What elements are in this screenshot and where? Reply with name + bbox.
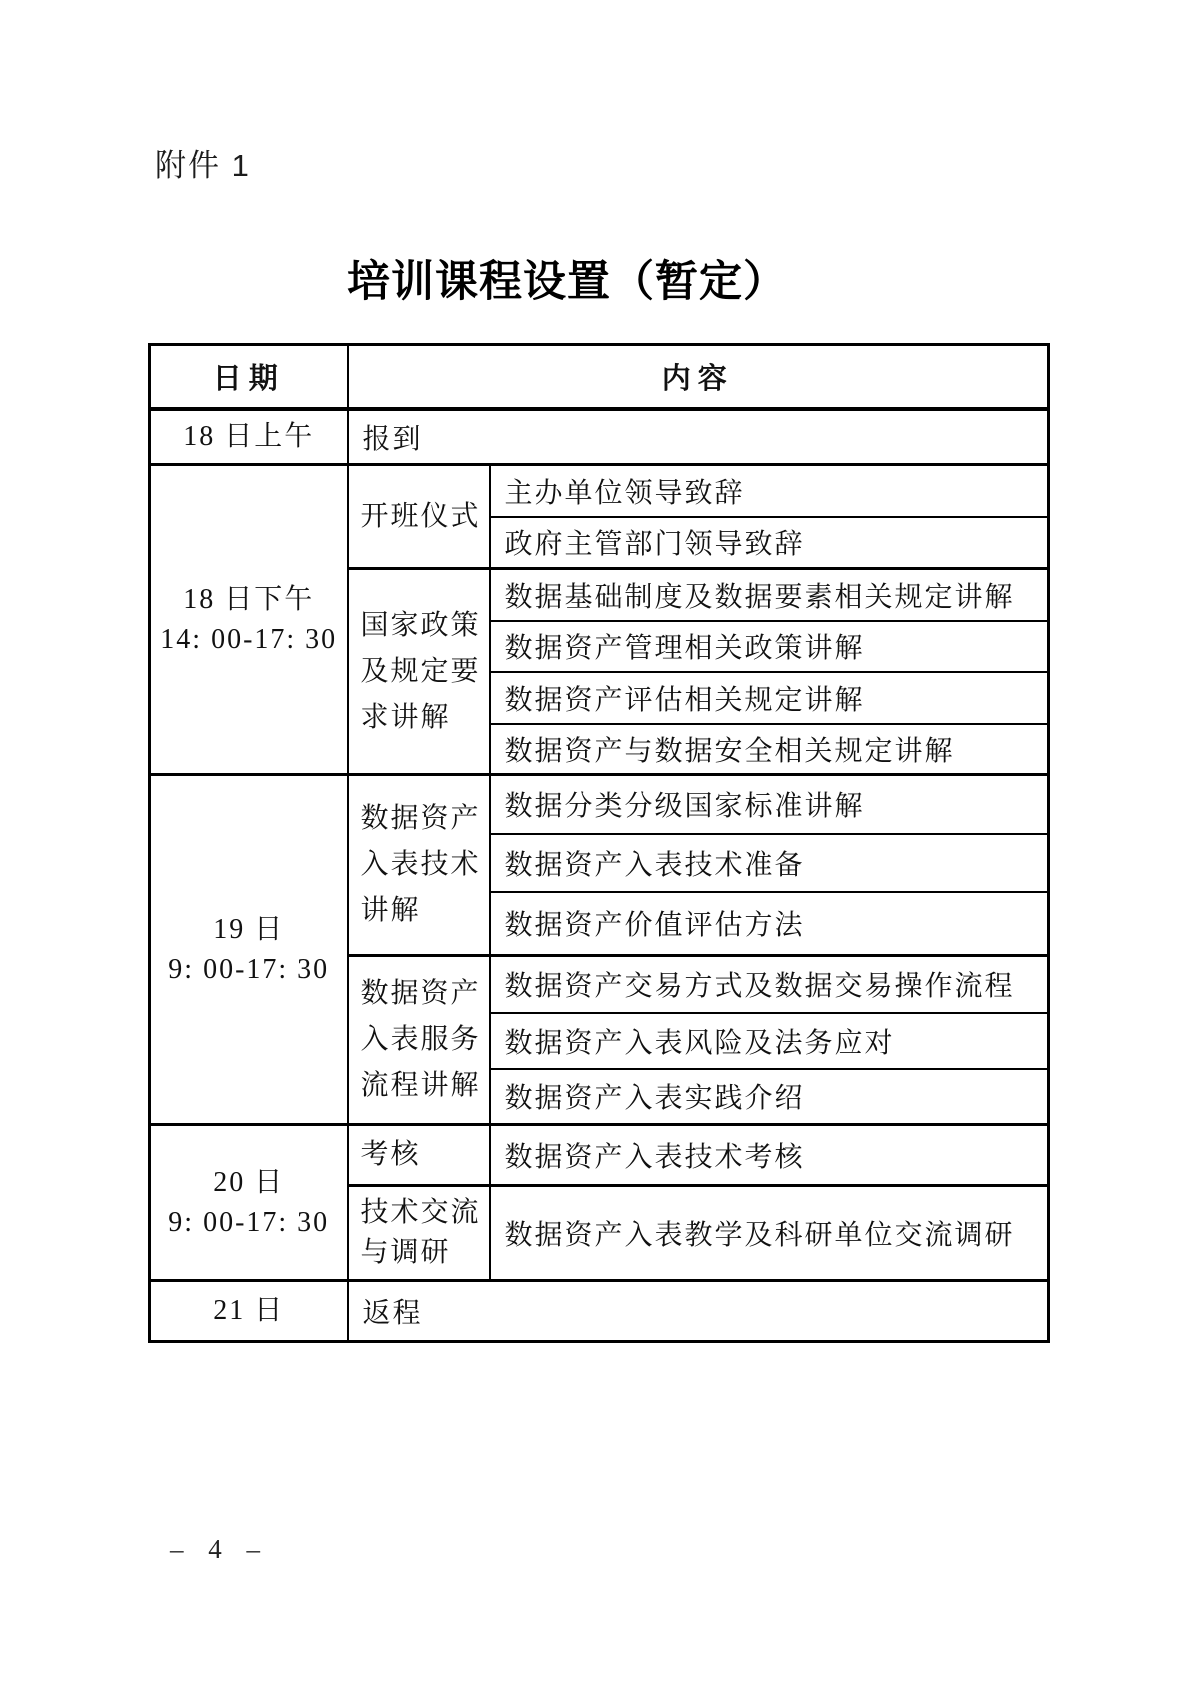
- content-cell: 数据资产入表技术准备: [490, 834, 1049, 892]
- date-line: 18 日下午: [183, 583, 315, 615]
- table-row: [150, 409, 1049, 465]
- page-number: – 4 –: [170, 1534, 269, 1564]
- date-line: 20 日: [213, 1166, 285, 1198]
- table-row: [150, 775, 1049, 834]
- content-cell: 数据资产入表风险及法务应对: [490, 1013, 1049, 1069]
- title-container: [0, 248, 1134, 309]
- merged-content-cell: 报到: [348, 409, 1049, 465]
- date-cell: 21 日: [150, 1281, 348, 1342]
- group-label-cell: 数据资产入表服务流程讲解: [348, 956, 490, 1125]
- group-label-cell: 开班仪式: [348, 465, 490, 569]
- date-cell: [150, 1125, 348, 1281]
- table-row: [150, 1281, 1049, 1342]
- date-line: 9: 00-17: 30: [168, 953, 330, 985]
- content-cell: 数据资产入表技术考核: [490, 1125, 1049, 1186]
- date-line: 19 日: [213, 913, 285, 945]
- merged-content-cell: 返程: [348, 1281, 1049, 1342]
- schedule-table: [148, 343, 1050, 1343]
- content-cell: 数据分类分级国家标准讲解: [490, 775, 1049, 834]
- page-title: 培训课程设置（暂定）: [347, 259, 787, 306]
- header-date-cell: 日期: [150, 345, 348, 409]
- content-cell: 数据资产管理相关政策讲解: [490, 621, 1049, 672]
- date-cell: [150, 465, 348, 775]
- content-cell: 数据基础制度及数据要素相关规定讲解: [490, 569, 1049, 621]
- content-cell: 数据资产交易方式及数据交易操作流程: [490, 956, 1049, 1013]
- group-label-cell: 数据资产入表技术讲解: [348, 775, 490, 956]
- group-label-cell: 考核: [348, 1125, 490, 1186]
- table-header-row: [150, 345, 1049, 409]
- header-content-cell: 内容: [348, 345, 1049, 409]
- content-cell: 政府主管部门领导致辞: [490, 517, 1049, 569]
- attachment-label: 附件 1: [155, 148, 251, 183]
- content-cell: 数据资产入表实践介绍: [490, 1069, 1049, 1125]
- content-cell: 数据资产与数据安全相关规定讲解: [490, 724, 1049, 775]
- content-cell: 数据资产入表教学及科研单位交流调研: [490, 1186, 1049, 1281]
- table-row: [150, 1125, 1049, 1186]
- content-cell: 数据资产评估相关规定讲解: [490, 672, 1049, 724]
- group-label-cell: 技术交流与调研: [348, 1186, 490, 1281]
- date-cell: 18 日上午: [150, 409, 348, 465]
- content-cell: 数据资产价值评估方法: [490, 892, 1049, 956]
- date-line: 9: 00-17: 30: [168, 1206, 330, 1238]
- table-row: [150, 465, 1049, 517]
- date-cell: [150, 775, 348, 1125]
- date-line: 14: 00-17: 30: [160, 623, 338, 655]
- group-label-cell: 国家政策及规定要求讲解: [348, 569, 490, 775]
- content-cell: 主办单位领导致辞: [490, 465, 1049, 517]
